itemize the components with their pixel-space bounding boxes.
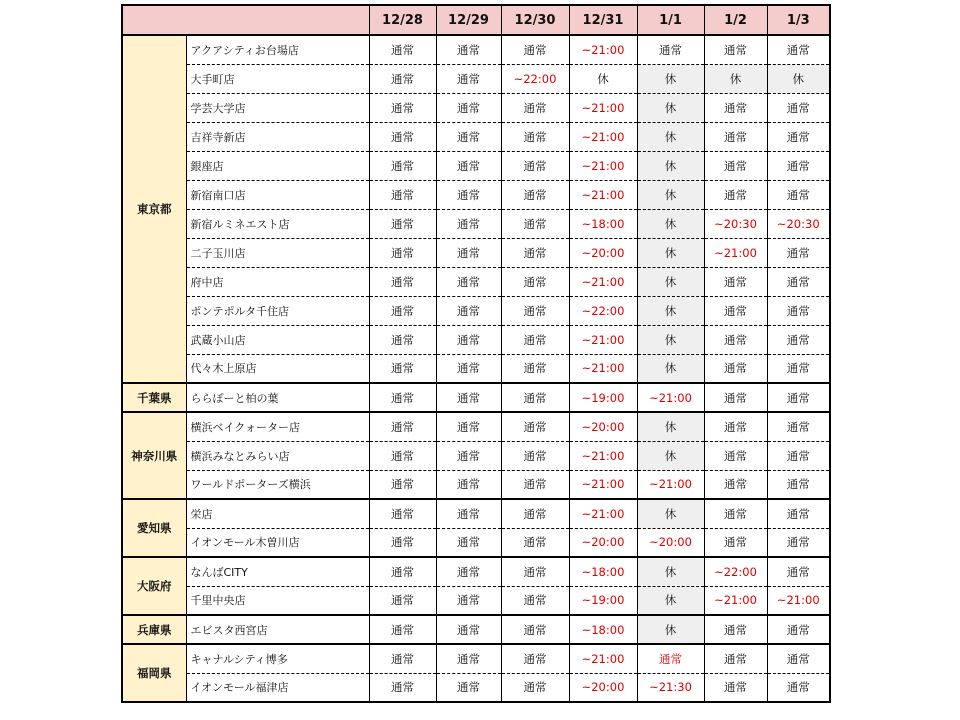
table-row — [122, 151, 830, 180]
column-header: 1/2 — [704, 5, 767, 35]
hours-cell: 通常 — [369, 557, 436, 586]
table-row — [122, 586, 830, 615]
prefecture-cell: 福岡県 — [122, 644, 186, 702]
hours-cell: 通常 — [369, 499, 436, 528]
hours-cell: 通常 — [704, 35, 767, 64]
hours-cell: ~20:00 — [569, 412, 637, 441]
hours-cell: 休 — [637, 209, 704, 238]
hours-cell: 通常 — [704, 267, 767, 296]
store-name-cell: 吉祥寺新店 — [186, 122, 369, 151]
store-name-cell: 学芸大学店 — [186, 93, 369, 122]
hours-cell: ~22:00 — [569, 296, 637, 325]
header-corner — [122, 5, 369, 35]
hours-cell: 休 — [637, 412, 704, 441]
hours-cell: 通常 — [436, 528, 501, 557]
hours-cell: 通常 — [501, 151, 569, 180]
hours-cell: 通常 — [436, 267, 501, 296]
hours-cell: ~21:00 — [704, 238, 767, 267]
column-header: 1/3 — [767, 5, 830, 35]
hours-cell: 通常 — [767, 499, 830, 528]
hours-cell: 通常 — [501, 180, 569, 209]
hours-cell: ~21:30 — [637, 673, 704, 702]
hours-cell: ~21:00 — [569, 441, 637, 470]
hours-cell: 通常 — [369, 383, 436, 412]
hours-cell: 通常 — [704, 180, 767, 209]
hours-cell: 通常 — [436, 64, 501, 93]
hours-cell: 通常 — [369, 528, 436, 557]
hours-cell: ~21:00 — [569, 470, 637, 499]
hours-cell: ~20:00 — [569, 528, 637, 557]
hours-cell: 通常 — [767, 383, 830, 412]
hours-cell: 通常 — [501, 209, 569, 238]
hours-cell: 通常 — [767, 122, 830, 151]
hours-cell: 休 — [637, 267, 704, 296]
hours-cell: 通常 — [369, 64, 436, 93]
store-name-cell: 新宿南口店 — [186, 180, 369, 209]
hours-cell: 通常 — [767, 673, 830, 702]
hours-cell: 通常 — [767, 325, 830, 354]
hours-cell: ~22:00 — [704, 557, 767, 586]
hours-cell: 通常 — [436, 238, 501, 267]
store-name-cell: 二子玉川店 — [186, 238, 369, 267]
hours-cell: ~21:00 — [637, 470, 704, 499]
hours-cell: 休 — [704, 64, 767, 93]
table-body — [122, 35, 830, 702]
hours-cell: 休 — [637, 93, 704, 122]
hours-cell: 通常 — [767, 35, 830, 64]
hours-cell: 通常 — [436, 644, 501, 673]
hours-cell: 通常 — [369, 441, 436, 470]
store-name-cell: イオンモール福津店 — [186, 673, 369, 702]
hours-cell: 通常 — [767, 412, 830, 441]
hours-cell: ~18:00 — [569, 615, 637, 644]
prefecture-cell: 東京都 — [122, 35, 186, 383]
hours-cell: 休 — [637, 151, 704, 180]
hours-cell: 通常 — [704, 296, 767, 325]
hours-cell: 通常 — [501, 470, 569, 499]
hours-cell: ~21:00 — [767, 586, 830, 615]
hours-cell: ~21:00 — [569, 644, 637, 673]
hours-cell: 通常 — [767, 93, 830, 122]
prefecture-cell: 大阪府 — [122, 557, 186, 615]
hours-cell: 通常 — [501, 35, 569, 64]
hours-cell: ~22:00 — [501, 64, 569, 93]
store-name-cell: 千里中央店 — [186, 586, 369, 615]
hours-cell: 通常 — [704, 354, 767, 383]
hours-cell: ~21:00 — [569, 151, 637, 180]
hours-cell: 通常 — [501, 528, 569, 557]
table-row — [122, 64, 830, 93]
hours-cell: ~21:00 — [569, 499, 637, 528]
hours-cell: ~21:00 — [569, 325, 637, 354]
hours-cell: 通常 — [704, 470, 767, 499]
hours-cell: 通常 — [436, 122, 501, 151]
hours-cell: 通常 — [637, 35, 704, 64]
table-row — [122, 615, 830, 644]
hours-cell: 通常 — [501, 615, 569, 644]
hours-cell: 通常 — [436, 151, 501, 180]
hours-cell: ~20:30 — [704, 209, 767, 238]
hours-cell: 通常 — [767, 180, 830, 209]
column-header: 12/29 — [436, 5, 501, 35]
hours-cell: ~20:00 — [637, 528, 704, 557]
store-name-cell: 代々木上原店 — [186, 354, 369, 383]
store-name-cell: 新宿ルミネエスト店 — [186, 209, 369, 238]
hours-cell: 通常 — [704, 325, 767, 354]
table-row — [122, 557, 830, 586]
hours-cell: ~20:30 — [767, 209, 830, 238]
store-name-cell: なんばCITY — [186, 557, 369, 586]
hours-cell: ~18:00 — [569, 209, 637, 238]
store-name-cell: 武蔵小山店 — [186, 325, 369, 354]
store-name-cell: ワールドポーターズ横浜 — [186, 470, 369, 499]
store-name-cell: 栄店 — [186, 499, 369, 528]
hours-cell: 通常 — [501, 499, 569, 528]
hours-cell: 通常 — [436, 383, 501, 412]
hours-cell: ~21:00 — [569, 267, 637, 296]
hours-cell: ~20:00 — [569, 238, 637, 267]
hours-cell: 通常 — [369, 180, 436, 209]
hours-cell: 通常 — [767, 238, 830, 267]
hours-cell: 通常 — [501, 557, 569, 586]
hours-cell: 通常 — [501, 441, 569, 470]
hours-cell: 休 — [637, 238, 704, 267]
hours-cell: ~21:00 — [637, 383, 704, 412]
hours-cell: ~18:00 — [569, 557, 637, 586]
prefecture-cell: 兵庫県 — [122, 615, 186, 644]
table-row — [122, 325, 830, 354]
store-name-cell: ららぽーと柏の葉 — [186, 383, 369, 412]
hours-cell: ~20:00 — [569, 673, 637, 702]
store-name-cell: 銀座店 — [186, 151, 369, 180]
hours-cell: 通常 — [704, 615, 767, 644]
hours-cell: 通常 — [767, 615, 830, 644]
hours-cell: 休 — [637, 499, 704, 528]
hours-cell: 通常 — [369, 267, 436, 296]
header-row — [122, 5, 830, 35]
hours-cell: 通常 — [637, 644, 704, 673]
hours-cell: 通常 — [369, 615, 436, 644]
table-row — [122, 267, 830, 296]
hours-cell: 通常 — [369, 325, 436, 354]
hours-cell: 通常 — [436, 441, 501, 470]
hours-cell: 通常 — [704, 499, 767, 528]
column-header: 12/28 — [369, 5, 436, 35]
hours-cell: 通常 — [501, 238, 569, 267]
store-name-cell: アクアシティお台場店 — [186, 35, 369, 64]
hours-cell: 休 — [637, 325, 704, 354]
hours-cell: 通常 — [767, 470, 830, 499]
hours-cell: 通常 — [436, 209, 501, 238]
column-header: 12/31 — [569, 5, 637, 35]
hours-cell: ~21:00 — [569, 180, 637, 209]
column-header: 1/1 — [637, 5, 704, 35]
hours-cell: 通常 — [767, 644, 830, 673]
prefecture-cell: 愛知県 — [122, 499, 186, 557]
store-name-cell: 大手町店 — [186, 64, 369, 93]
hours-cell: 通常 — [501, 586, 569, 615]
hours-cell: 休 — [637, 615, 704, 644]
hours-cell: 通常 — [436, 499, 501, 528]
store-name-cell: 横浜みなとみらい店 — [186, 441, 369, 470]
table-row — [122, 673, 830, 702]
hours-cell: 通常 — [767, 441, 830, 470]
hours-cell: 通常 — [704, 383, 767, 412]
hours-cell: 休 — [637, 296, 704, 325]
table-row — [122, 180, 830, 209]
hours-cell: 通常 — [767, 151, 830, 180]
hours-cell: 通常 — [436, 470, 501, 499]
hours-cell: ~19:00 — [569, 586, 637, 615]
hours-cell: 通常 — [369, 35, 436, 64]
hours-cell: 通常 — [501, 267, 569, 296]
hours-cell: 通常 — [369, 354, 436, 383]
store-name-cell: エビスタ西宮店 — [186, 615, 369, 644]
hours-cell: 通常 — [436, 615, 501, 644]
hours-cell: 休 — [637, 441, 704, 470]
hours-cell: 休 — [637, 354, 704, 383]
hours-cell: 休 — [637, 122, 704, 151]
prefecture-cell: 千葉県 — [122, 383, 186, 412]
store-name-cell: 横浜ベイクォーター店 — [186, 412, 369, 441]
hours-cell: 通常 — [369, 238, 436, 267]
hours-cell: 通常 — [501, 673, 569, 702]
hours-cell: ~21:00 — [569, 35, 637, 64]
hours-cell: 通常 — [436, 35, 501, 64]
hours-cell: 通常 — [704, 673, 767, 702]
hours-cell: 休 — [569, 64, 637, 93]
hours-cell: 通常 — [501, 325, 569, 354]
hours-cell: 通常 — [369, 122, 436, 151]
hours-cell: 通常 — [369, 209, 436, 238]
hours-cell: 通常 — [436, 412, 501, 441]
hours-cell: 通常 — [436, 180, 501, 209]
hours-cell: 通常 — [767, 296, 830, 325]
hours-cell: 通常 — [501, 93, 569, 122]
hours-cell: 通常 — [704, 122, 767, 151]
hours-cell: 通常 — [436, 586, 501, 615]
store-name-cell: ポンテポルタ千住店 — [186, 296, 369, 325]
table-row — [122, 412, 830, 441]
hours-cell: ~21:00 — [569, 354, 637, 383]
column-header: 12/30 — [501, 5, 569, 35]
hours-cell: 通常 — [704, 528, 767, 557]
table-row — [122, 383, 830, 412]
table-row — [122, 354, 830, 383]
hours-cell: 通常 — [767, 557, 830, 586]
hours-cell: 通常 — [501, 644, 569, 673]
table-row — [122, 35, 830, 64]
prefecture-cell: 神奈川県 — [122, 412, 186, 499]
hours-cell: 通常 — [436, 325, 501, 354]
table-row — [122, 528, 830, 557]
hours-cell: 通常 — [369, 644, 436, 673]
hours-cell: ~21:00 — [569, 122, 637, 151]
hours-cell: 通常 — [436, 296, 501, 325]
hours-cell: 休 — [637, 557, 704, 586]
table-row — [122, 499, 830, 528]
hours-cell: 休 — [637, 586, 704, 615]
hours-cell: 通常 — [704, 441, 767, 470]
hours-cell: 通常 — [704, 644, 767, 673]
table-row — [122, 441, 830, 470]
table-row — [122, 296, 830, 325]
hours-cell: 通常 — [369, 412, 436, 441]
hours-cell: 通常 — [501, 354, 569, 383]
hours-cell: 通常 — [767, 267, 830, 296]
table-row — [122, 122, 830, 151]
table-row — [122, 644, 830, 673]
hours-cell: 通常 — [436, 354, 501, 383]
hours-cell: 通常 — [369, 93, 436, 122]
hours-cell: 通常 — [704, 412, 767, 441]
hours-cell: 通常 — [369, 470, 436, 499]
hours-cell: 通常 — [767, 354, 830, 383]
table-row — [122, 93, 830, 122]
hours-cell: 通常 — [436, 93, 501, 122]
hours-cell: 通常 — [369, 586, 436, 615]
hours-cell: 通常 — [501, 122, 569, 151]
holiday-hours-table — [121, 4, 831, 703]
store-name-cell: キャナルシティ博多 — [186, 644, 369, 673]
hours-cell: 通常 — [369, 296, 436, 325]
hours-cell: 通常 — [436, 557, 501, 586]
hours-cell: ~21:00 — [704, 586, 767, 615]
hours-cell: ~21:00 — [569, 93, 637, 122]
hours-cell: 休 — [767, 64, 830, 93]
hours-cell: ~19:00 — [569, 383, 637, 412]
store-name-cell: 府中店 — [186, 267, 369, 296]
hours-cell: 通常 — [704, 93, 767, 122]
table-row — [122, 209, 830, 238]
hours-cell: 通常 — [704, 151, 767, 180]
hours-cell: 通常 — [501, 383, 569, 412]
store-name-cell: イオンモール木曽川店 — [186, 528, 369, 557]
hours-cell: 通常 — [767, 528, 830, 557]
hours-cell: 休 — [637, 180, 704, 209]
hours-cell: 通常 — [369, 673, 436, 702]
hours-cell: 通常 — [501, 412, 569, 441]
table-row — [122, 470, 830, 499]
hours-cell: 休 — [637, 64, 704, 93]
hours-cell: 通常 — [501, 296, 569, 325]
hours-cell: 通常 — [369, 151, 436, 180]
hours-cell: 通常 — [436, 673, 501, 702]
table-row — [122, 238, 830, 267]
